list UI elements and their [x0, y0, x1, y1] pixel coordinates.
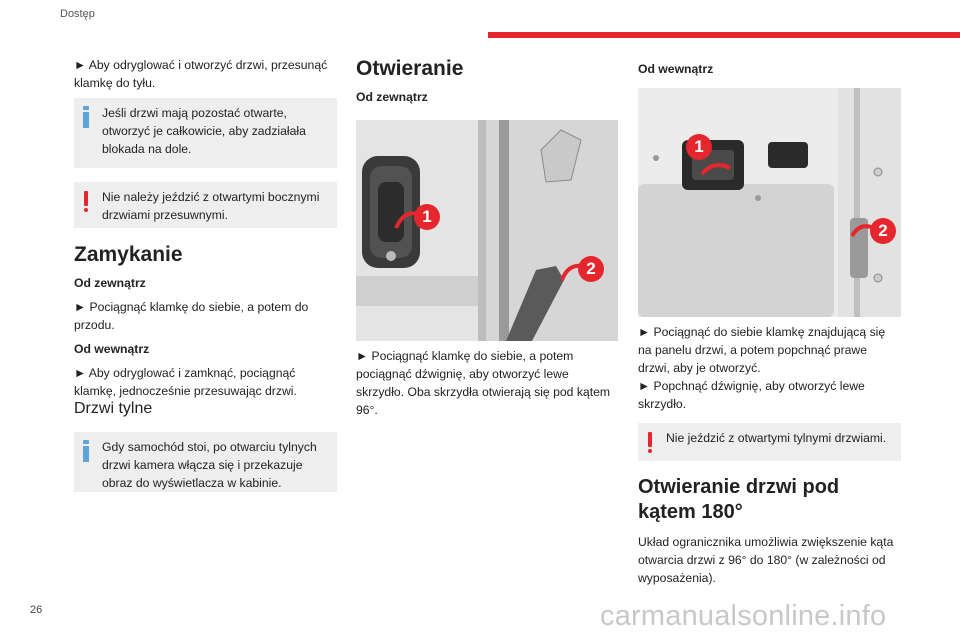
callout-badge-2: 2 [578, 256, 604, 282]
info-box-door-lock [74, 98, 337, 168]
warning-text: Nie jeździć z otwartymi tylnymi drzwiami. [666, 431, 887, 445]
warning-icon [84, 191, 90, 212]
warning-icon [648, 432, 654, 453]
callout-badge-1: 1 [686, 134, 712, 160]
header-accent-bar [488, 32, 960, 38]
heading-zamykanie: Zamykanie [74, 243, 183, 266]
heading-180: Otwieranie drzwi pod kątem 180° [638, 476, 840, 523]
column-left [74, 56, 337, 492]
instruction-open-inside: ► Pociągnąć do siebie klamkę znajdującą się na panelu drzwi, a potem popchnąć prawe drzwi, aby je otworzyć. [638, 325, 886, 375]
subheading-outside: Od zewnątrz [74, 276, 146, 290]
info-icon [82, 106, 90, 128]
warning-box-sliding-door [74, 182, 337, 228]
callout-badge-1: 1 [414, 204, 440, 230]
page-number: 26 [30, 604, 43, 616]
illustration-rear-door-outside [356, 120, 618, 341]
column-middle [356, 56, 618, 419]
info-text: Jeśli drzwi mają pozostać otwarte, otworzyć je całkowicie, aby zadziałała blokada na dole. [102, 106, 306, 156]
column-right [638, 56, 901, 587]
heading-drzwi-tylne: Drzwi tylne [74, 400, 153, 417]
instruction-open-slide: ► Aby odryglować i otworzyć drzwi, przesunąć klamkę do tyłu. [74, 58, 328, 90]
callout-badge-2: 2 [870, 218, 896, 244]
running-header: Dostęp [60, 8, 95, 20]
warning-box-rear-doors [638, 423, 901, 461]
illustration-rear-door-inside [638, 88, 901, 317]
instruction-lever: ► Popchnąć dźwignię, aby otworzyć lewe skrzydło. [638, 379, 865, 411]
instruction-open-outside: ► Pociągnąć klamkę do siebie, a potem pociągnąć dźwignię, aby otworzyć lewe skrzydło. Oba skrzydła otwierają się pod kątem 96°. [356, 349, 611, 417]
info-box-camera [74, 432, 337, 492]
instruction-close-inside: ► Aby odryglować i zamknąć, pociągnąć klamkę, jednocześnie przesuwając drzwi. [74, 366, 297, 398]
rear-door-inside-drawing [638, 88, 901, 317]
subheading-inside: Od wewnątrz [74, 342, 150, 356]
watermark: carmanualsonline.info [600, 600, 887, 632]
heading-otwieranie: Otwieranie [356, 57, 464, 80]
paragraph-180: Układ ogranicznika umożliwia zwiększenie kąta otwarcia drzwi z 96° do 180° (w zależności od wyposażenia). [638, 535, 894, 585]
subheading-inside: Od wewnątrz [638, 62, 714, 76]
info-icon [82, 440, 90, 462]
subheading-outside: Od zewnątrz [356, 90, 428, 104]
warning-text: Nie należy jeździć z otwartymi bocznymi drzwiami przesuwnymi. [102, 190, 320, 222]
instruction-close-outside: ► Pociągnąć klamkę do siebie, a potem do przodu. [74, 300, 309, 332]
info-text: Gdy samochód stoi, po otwarciu tylnych drzwi kamera włącza się i przekazuje obraz do wyświetlacza w kabinie. [102, 440, 317, 490]
rear-door-outside-drawing [356, 120, 618, 341]
